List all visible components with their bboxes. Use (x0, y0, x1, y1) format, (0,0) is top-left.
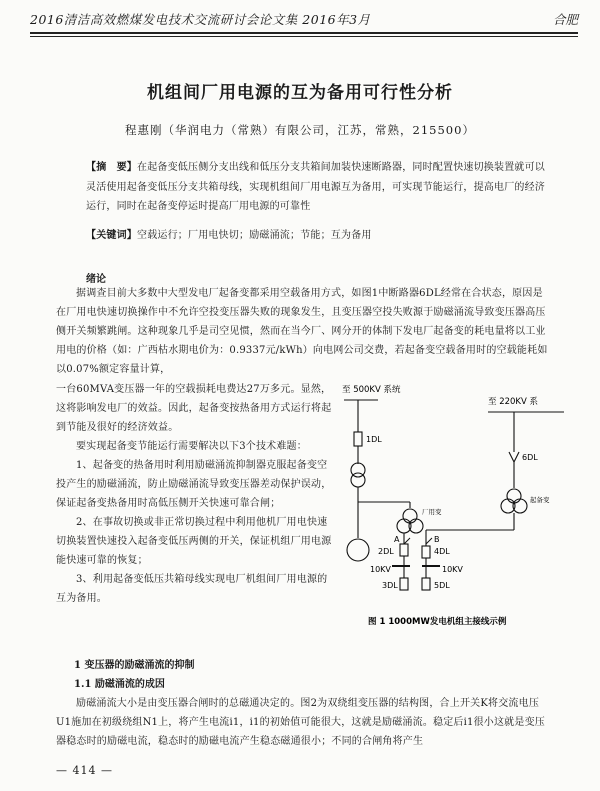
paragraph-inrush-cause (56, 694, 548, 751)
heading-section-1-1-text: 励磁涌流的成因 (94, 679, 165, 690)
label-b: B (434, 535, 440, 544)
arrow-b-icon (426, 538, 432, 544)
keywords (86, 226, 546, 246)
heading-section-1-1-number: 1.1 (74, 679, 95, 690)
heading-section-1: 1 变压器的励磁涌流的抑制 (74, 660, 195, 671)
label-1dl: 1DL (366, 435, 382, 444)
generator (347, 539, 369, 561)
paper-title: 机组间厂用电源的互为备用可行性分析 (147, 83, 453, 103)
label-4dl: 4DL (434, 547, 450, 556)
intro-paragraph (56, 284, 548, 379)
intro-continuation-column (56, 380, 336, 608)
figure-caption: 图 1 1000MW发电机组主接线示例 (368, 617, 507, 627)
header-rule-thin (30, 36, 578, 37)
label-10kv-b: 10KV (442, 565, 463, 574)
issues-intro: 要实现起备变节能运行需要解决以下3个技术难题： (76, 441, 307, 452)
issue-2: 2、在事故切换或非正常切换过程中利用他机厂用电快速切换装置快速投入起备变低压两侧的开关，保证机组厂用电源能快速可靠的恢复； (56, 517, 332, 566)
arrow-a-icon (404, 538, 410, 544)
issue-1: 1、起备变的热备用时利用励磁涌流抑制器克服起备变空投产生的励磁涌流，防止励磁涌流导致变压器差动保护误动，保证起备变热备用时高低压侧开关快速可靠合闸； (56, 460, 332, 509)
label-2dl: 2DL (378, 547, 394, 556)
heading-section-1-1 (74, 675, 165, 690)
label-6dl: 6DL (522, 453, 538, 462)
running-header (30, 10, 578, 32)
main-wiring-diagram (338, 378, 570, 640)
breaker-1dl (354, 432, 362, 446)
label-10kv-a: 10KV (370, 565, 391, 574)
label-5dl: 5DL (434, 581, 450, 590)
abstract-label: 【摘 要】 (86, 162, 137, 173)
breaker-4dl (422, 546, 430, 558)
main-transformer-lv (351, 473, 365, 487)
issue-3: 3、利用起备变低压共箱母线实现电厂机组间厂用电源的互为备用。 (56, 574, 328, 604)
breaker-5dl (422, 578, 430, 590)
keywords-label: 【关键词】 (86, 230, 137, 241)
breaker-3dl (400, 578, 408, 590)
breaker-2dl (400, 544, 408, 556)
header-location: 合肥 (552, 12, 578, 27)
label-changbian: 厂用变 (422, 508, 442, 516)
label-qibeibian: 起备变 (530, 496, 550, 504)
intro-text: 据调查目前大多数中大型发电厂起备变都采用空载备用方式，如图1中断路器6DL经常在合状态，原因是在厂用电快速切换操作中不允许空投变压器失败的现象发生，且变压器空投失败源于励磁涌流导致变压器高压侧开关频繁跳闸。这种现象几乎是司空见惯，然而在当今厂、网分开的体制下发电厂起备变的耗电量将以工业用电的价格（如：广西枯水期电价为：0.9337元/kWh）向电网公司交费，若起备变空载备用时的空载能耗如以0.07%额定容量计算， (56, 288, 548, 375)
breaker-6dl (509, 452, 519, 462)
keywords-text: 空载运行；厂用电快切；励磁涌流；节能；互为备用 (137, 230, 372, 241)
label-500kv: 至 500KV 系统 (342, 385, 401, 395)
section-intro-heading: 绪论 (86, 274, 106, 285)
abstract (86, 158, 546, 217)
header-conference-title: 2016清洁高效燃煤发电技术交流研讨会论文集 2016年3月 (30, 12, 371, 27)
label-a: A (394, 535, 400, 544)
paragraph-inrush-cause-text: 励磁涌流大小是由变压器合闸时的总磁通决定的。图2为双绕组变压器的结构图，合上开关K将交流电压U1施加在初级绕组N1上，将产生电流i1，i1的初始值可能很大，这就是励磁涌流。稳定后i1很小这就是变压器稳态时的励磁电流，稳态时的励磁电流产生稳态磁通很小；不同的合闸角将产生 (56, 698, 545, 747)
standby-transformer-hv (507, 489, 521, 503)
author-line: 程惠刚（华润电力（常熟）有限公司，江苏，常熟，215500） (125, 123, 475, 137)
label-3dl: 3DL (382, 581, 398, 590)
label-220kv: 至 220KV 系 (488, 397, 539, 407)
aux-transformer-hv (403, 509, 417, 523)
header-rule-thick (30, 32, 578, 34)
intro-continued-text: 一台60MVA变压器一年的空载损耗电费达27万多元。显然，这将影响发电厂的效益。因此，起备变按热备用方式运行将起到节能及很好的经济效益。 (56, 384, 332, 433)
page-number: — 414 — (56, 764, 113, 777)
abstract-text: 在起备变低压侧分支出线和低压分支共箱间加装快速断路器，同时配置快速切换装置就可以灵活使用起备变低压分支共箱母线，实现机组间厂用电源互为备用，可实现节能运行，提高电厂的经济运行，同时在起备变停运时提高厂用电源的可靠性 (86, 162, 545, 212)
